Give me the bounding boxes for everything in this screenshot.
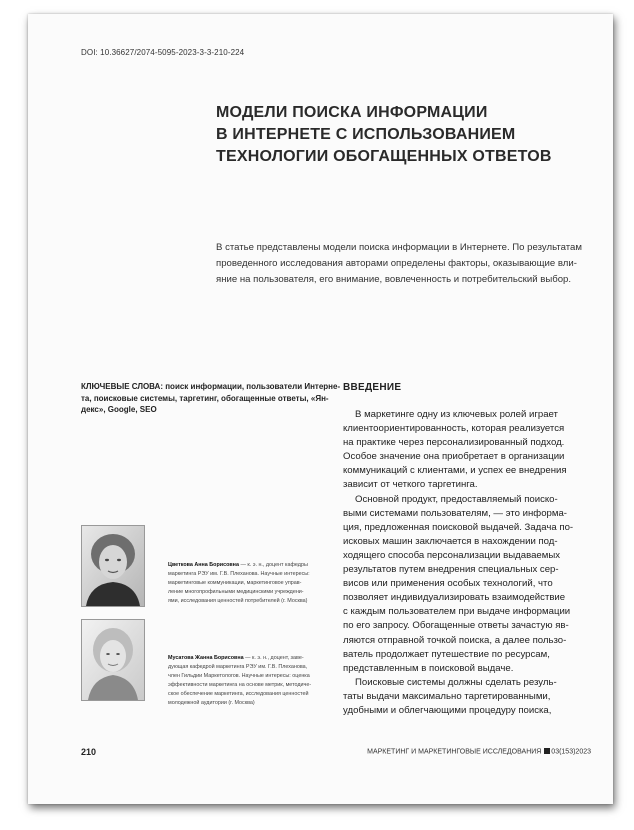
bio-line: ское обеспечение маркетинга, исследования ценностей — [168, 691, 309, 697]
body-line: представленным в поисковой выдаче. — [343, 662, 514, 674]
bio-line: маркетинга РЭУ им. Г.В. Плеханова. Научные интересы: — [168, 571, 310, 577]
body-line: позволяет индивидуализировать взаимодействие — [343, 592, 566, 604]
journal-issue: 03(153)2023 — [551, 748, 591, 756]
keywords-line: декс», Google, SEO — [81, 405, 157, 414]
body-line: ходящего способа персонализации выдаваемых — [343, 549, 561, 561]
bio-line: ление многопрофильными медицинскими учреждени- — [168, 589, 304, 595]
section-heading-introduction: ВВЕДЕНИЕ — [343, 382, 402, 393]
bio-line: член Гильдии Маркетологов. Научные интересы: оценка — [168, 673, 310, 679]
body-line: с каждым пользователем при выдаче информации — [343, 606, 571, 618]
body-line: таты выдачи максимально таргетированными, — [343, 690, 551, 702]
body-line: зависит от четкого таргетинга. — [343, 479, 478, 491]
bio-line: эффективности маркетинга на основе метрик, методиче- — [168, 682, 312, 688]
abstract-line: яние на пользователя, его внимание, вовлеченность и потребительский выбор. — [216, 274, 572, 285]
body-line: ция, предложенная поисковой выдачей. Задача по- — [343, 521, 574, 533]
body-line: ватель продолжает путешествие по ресурсам, — [343, 648, 550, 660]
body-line: результатов путем внедрения специальных сер- — [343, 564, 559, 576]
body-line: выми системами пользователям, — это информа- — [343, 507, 567, 519]
title-line: МОДЕЛИ ПОИСКА ИНФОРМАЦИИ — [216, 104, 488, 121]
body-line: по его запросу. Обогащенные ответы зачастую яв- — [343, 620, 569, 632]
abstract — [216, 240, 602, 288]
bio-line: дующая кафедрой маркетинга РЭУ им. Г.В. Плеханова, — [168, 664, 308, 670]
body-line: Особое значение она приобретает в организации — [343, 451, 565, 463]
journal-page — [28, 14, 613, 804]
body-line: висов или применения особых технологий, что — [343, 578, 553, 590]
body-line: Поисковые системы должны сделать резуль- — [355, 676, 557, 688]
journal-footer — [367, 748, 591, 756]
author-bio-tsvetkova — [168, 561, 328, 606]
abstract-line: В статье представлены модели поиска информации в Интернете. По результатам — [216, 242, 582, 253]
title-line: В ИНТЕРНЕТЕ С ИСПОЛЬЗОВАНИЕМ — [216, 126, 516, 143]
title-line: ТЕХНОЛОГИИ ОБОГАЩЕННЫХ ОТВЕТОВ — [216, 148, 552, 165]
body-line: удобными и облегчающими процедуру поиска, — [343, 704, 552, 716]
body-line: коммуникаций с клиентами, и успех ее внедрения — [343, 465, 567, 477]
body-line: на практике через персонализированный подход. — [343, 437, 565, 449]
body-text — [343, 408, 593, 718]
bio-line: молодежной аудитории (г. Москва) — [168, 700, 255, 706]
body-line: В маркетинге одну из ключевых ролей играет — [355, 409, 558, 420]
body-line: Основной продукт, предоставляемый поиско- — [355, 493, 558, 505]
square-icon — [544, 748, 550, 754]
body-line: клиентоориентированность, которая реализуется — [343, 423, 565, 435]
body-line: ляются отправной точкой поиска, а далее пользо- — [343, 634, 567, 646]
bio-line: маркетинговые коммуникации, маркетинговое управ- — [168, 580, 302, 586]
author-photo-tsvetkova — [81, 525, 145, 607]
bio-line: Мусатова Жанна Борисовна — к. э. н., доцент, заве- — [168, 655, 304, 661]
bio-line: Цветкова Анна Борисовна — к. э. н., доцент кафедры — [168, 562, 308, 568]
keywords-line: та, поисковые системы, таргетинг, обогащенные ответы, «Ян- — [81, 393, 329, 403]
bio-line: ями, исследования ценностей потребителей (г. Москва) — [168, 598, 308, 604]
keywords-line: КЛЮЧЕВЫЕ СЛОВА: поиск информации, пользователи Интерне- — [81, 382, 341, 391]
keywords — [81, 381, 341, 416]
page-number: 210 — [81, 747, 97, 757]
author-bio-musatova — [168, 654, 328, 708]
article-title — [216, 102, 586, 168]
journal-name: МАРКЕТИНГ И МАРКЕТИНГОВЫЕ ИССЛЕДОВАНИЯ — [367, 748, 542, 756]
author-photo-musatova — [81, 619, 145, 701]
abstract-line: проведенного исследования авторами определены факторы, оказывающие вли- — [216, 258, 577, 269]
doi-line: DOI: 10.36627/2074-5095-2023-3-3-210-224 — [81, 48, 245, 57]
body-line: исковых машин заключается в нахождении под- — [343, 535, 558, 547]
